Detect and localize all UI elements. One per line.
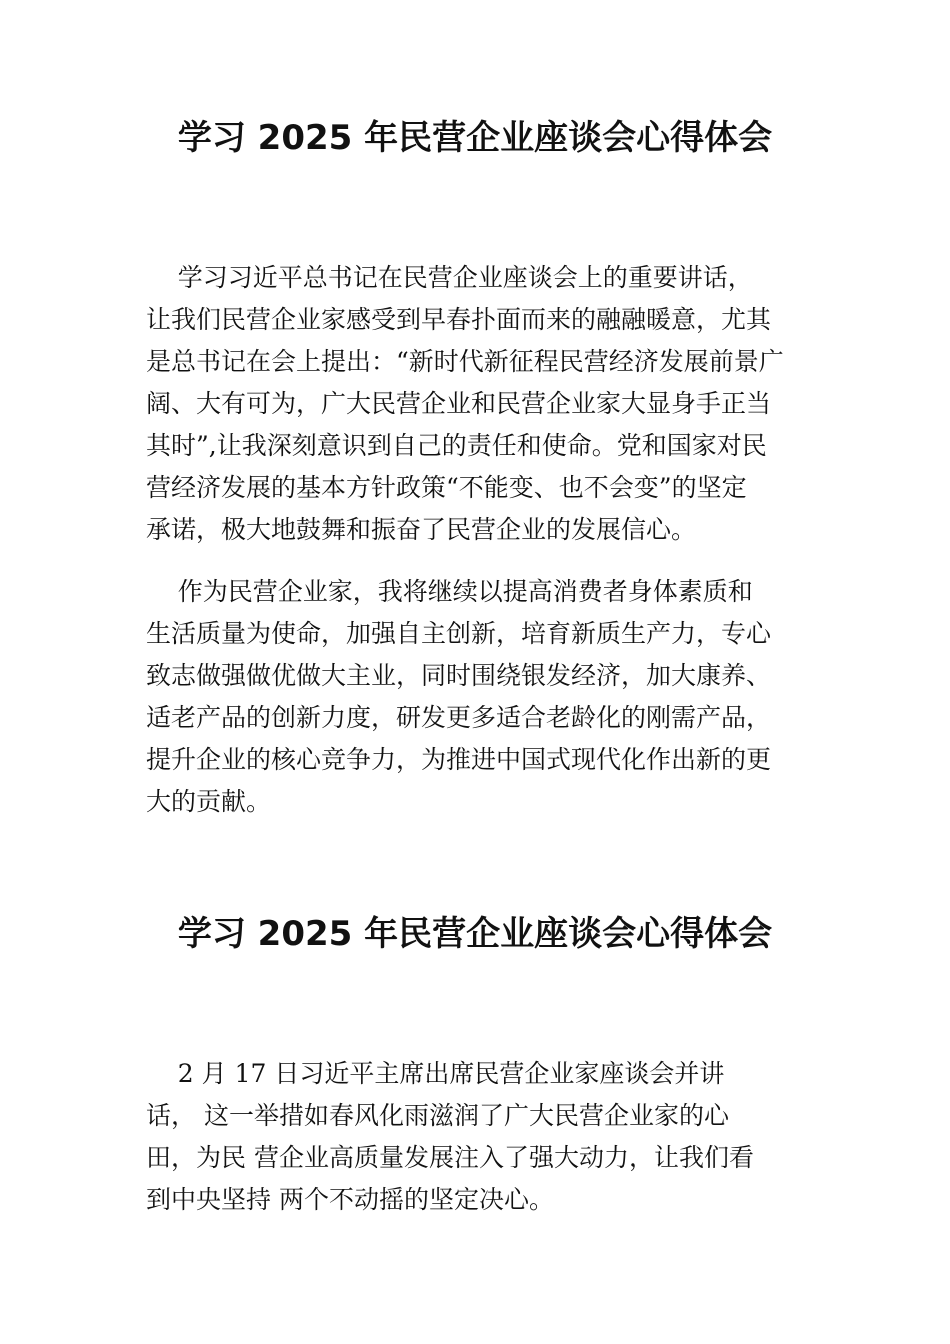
- section-1-title: 学习 2025 年民营企业座谈会心得体会: [177, 118, 773, 158]
- text-line: 提升企业的核心竞争力，为推进中国式现代化作出新的更: [146, 745, 772, 774]
- text-line: 学习习近平总书记在民营企业座谈会上的重要讲话，: [146, 263, 753, 292]
- text-line: 大的贡献。: [146, 787, 272, 816]
- text-line: 作为民营企业家，我将继续以提高消费者身体素质和: [146, 577, 753, 606]
- text-line: 到中央坚持 两个不动摇的坚定决心。: [146, 1185, 554, 1214]
- text-line: 营经济发展的基本方针政策“不能变、也不会变”的坚定: [146, 473, 747, 502]
- text-line: 2 月 17 日习近平主席出席民营企业家座谈会并讲: [146, 1059, 725, 1088]
- text-line: 其时”,让我深刻意识到自己的责任和使命。党和国家对民: [146, 431, 767, 460]
- section-2-title: 学习 2025 年民营企业座谈会心得体会: [177, 914, 773, 954]
- text-line: 田，为民 营企业高质量发展注入了强大动力，让我们看: [146, 1143, 754, 1172]
- text-line: 承诺，极大地鼓舞和振奋了民营企业的发展信心。: [146, 515, 697, 544]
- text-line: 话， 这一举措如春风化雨滋润了广大民营企业家的心: [146, 1101, 729, 1130]
- text-line: 致志做强做优做大主业，同时围绕银发经济，加大康养、: [146, 661, 772, 690]
- text-line: 生活质量为使命，加强自主创新，培育新质生产力，专心: [146, 619, 772, 648]
- text-line: 让我们民营企业家感受到早春扑面而来的融融暖意，尤其: [146, 305, 772, 334]
- text-line: 阔、大有可为，广大民营企业和民营企业家大显身手正当: [146, 389, 772, 418]
- text-line: 是总书记在会上提出：“新时代新征程民营经济发展前景广: [146, 347, 784, 376]
- text-line: 适老产品的创新力度，研发更多适合老龄化的刚需产品，: [146, 703, 772, 732]
